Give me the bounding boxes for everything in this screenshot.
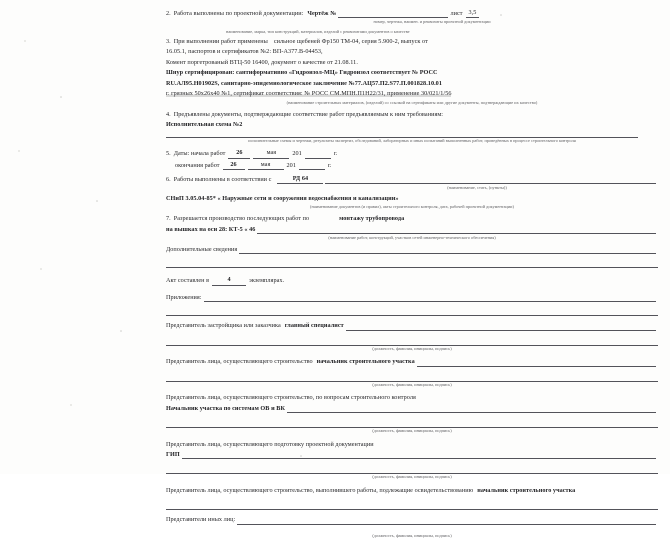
section-6-blank (325, 177, 656, 184)
appendices-label: Приложения: (166, 293, 202, 301)
section-5-text: Даты: начала работ (173, 150, 226, 158)
section-5-month-start: мая (253, 148, 289, 158)
scan-speckle (24, 40, 26, 42)
section-2 (166, 8, 658, 26)
signature-block-others (166, 515, 658, 539)
sig3-role: Начальник участка по системам ОВ и ВК (166, 404, 285, 412)
scan-speckle (60, 96, 62, 98)
sig1-role: главный специалист (284, 322, 344, 330)
section-5-year-start-tail: г. (333, 150, 338, 158)
copies-label: Акт составлен в (166, 277, 210, 285)
document-body (166, 8, 658, 538)
section-7-sub-blank (257, 227, 656, 234)
signature-block-developer (166, 321, 658, 352)
section-6-text: Работы выполнены в соответствии с (173, 175, 272, 183)
sig1-caption: (должность, фамилия, инициалы, подпись) (372, 345, 452, 351)
section-2-number: 2. (166, 10, 171, 17)
section-additional (166, 245, 658, 268)
section-5 (166, 148, 658, 170)
section-2-tail-value: 3,5 (466, 8, 480, 18)
sig3-caption: (должность, фамилия, инициалы, подпись) (372, 428, 452, 434)
scan-speckle (40, 268, 42, 270)
section-3-number: 3. (166, 37, 171, 45)
signature-block-designer (166, 440, 658, 481)
section-6b-text: СНиП 3.05.04-85* « Наружные сети и сооружения водоснабжения и канализации» (166, 194, 399, 202)
section-5-year-end: 201 (286, 161, 296, 169)
copies-tail: экземплярах. (249, 277, 285, 285)
sig5-role: начальник строительного участка (477, 486, 576, 494)
sig3-line (166, 420, 658, 428)
additional-blank (239, 247, 656, 254)
scan-speckle (70, 404, 72, 406)
section-4-number: 4. (166, 110, 171, 118)
section-2-caption: номер, чертежа, наимен. и реквизиты проектной документации (373, 19, 491, 25)
appendices-blank-2 (166, 308, 658, 316)
section-7-right: монтажу трубопровода (339, 215, 405, 223)
additional-label: Дополнительные сведения (166, 246, 238, 254)
section-5-day-end: 26 (223, 160, 245, 170)
section-4 (166, 110, 658, 145)
signature-block-performer (166, 486, 658, 510)
section-6b-caption: (наименование документов (и правил), акты строительного контроля, дата, рабочей проектной документации) (310, 204, 514, 210)
section-appendices (166, 293, 658, 316)
sig1-line (166, 338, 658, 346)
section-5-year-start: 201 (292, 150, 302, 158)
additional-blank-2 (166, 260, 658, 268)
section-2-text: Работа выполнены по проектной документации: (173, 10, 304, 17)
scan-speckle (96, 200, 98, 202)
sig1-blank (346, 324, 656, 331)
sig4-blank (182, 452, 656, 459)
section-5-year-start-blank (305, 158, 331, 159)
section-3-line-2: Комент поргетрованый ВТЦ-50 16400, документ о качестве от 21.08.11. (166, 58, 358, 66)
sig2-caption: (должность, фамилия, инициалы, подпись) (372, 381, 452, 387)
section-3-line-3: Шнур сертифицирован: сантиформативно «Гидроизол-МЦ» Гидроизол соответствует № РОСС (166, 69, 438, 77)
section-4-blank-line (166, 130, 638, 138)
sig6-blank (237, 518, 656, 525)
section-7 (166, 214, 658, 241)
section-2-inline-label: Чертёж № (307, 10, 337, 17)
sig2-title: Представитель лица, осуществляющего строительство (166, 358, 313, 366)
section-3-line-4: RU.АЛ95.H01902S, санитарно-эпидемиологическое заключение №77.АЦ57.П2.S77.П.001828.10.01 (166, 79, 442, 87)
section-4-sub: Исполнительная схема №2 (166, 120, 243, 128)
section-3-line-5: г. грязных 50х26х40 №1, сертификат соответствия: № РОСС СМ.МПН.П1Н22/31, применение 30/021/1/56 (166, 90, 452, 98)
section-copies (166, 275, 658, 285)
scan-speckle (120, 330, 122, 332)
sig1-title: Представитель застройщика или заказчика (166, 322, 281, 330)
sig4-title: Представитель лица, осуществляющего подготовку проектной документации (166, 440, 374, 448)
section-4-caption: исполнительные схемы и чертежи, результаты экспертиз, обследований, лабораторных и иных испытаний выполненных работ, проведённых в процессе строительного контроля (248, 138, 576, 144)
appendices-blank (204, 295, 656, 302)
sig6-title: Представители иных лиц: (166, 516, 236, 524)
section-6-value: РД 64 (277, 174, 323, 184)
section-4-text: Предъявлены документы, подтверждающие соответствие работ предъявляемым к ним требованиям: (173, 110, 444, 118)
section-5-year-end-blank (299, 169, 325, 170)
section-3 (166, 29, 658, 106)
section-6-number: 6. (166, 175, 171, 183)
sig4-role: ГИП (166, 451, 180, 459)
sig2-blank (417, 360, 656, 367)
section-6 (166, 174, 658, 211)
section-3-right-text: сильное щебеней Фр150 ТМ-04, серия 5.900-2, выпуск от (273, 37, 428, 45)
sig2-line (166, 374, 658, 382)
signature-block-control (166, 393, 658, 434)
section-3-caption: наименование, марка, тип конструкций, материалов, изделий с реквизитами документов о качестве (226, 29, 410, 35)
section-5-year-end-tail: г. (327, 161, 332, 169)
section-3-text: При выполнении работ применены (173, 37, 268, 45)
section-6-caption: (наименование, стать, (пункты)) (447, 185, 507, 191)
sig3-blank (287, 406, 656, 413)
section-5-month-end: мая (248, 160, 284, 170)
section-5-day-start: 26 (228, 148, 250, 158)
sig2-role: начальник строительного участка (316, 358, 415, 366)
sig5-line (166, 502, 658, 510)
section-2-blank (338, 11, 448, 18)
section-5-number: 5. (166, 150, 171, 158)
section-7-sub: на вышках на оси 28: КТ-5 « 46 (166, 225, 256, 233)
sig5-title: Представитель лица, осуществляющего строительство, выполнившего работы, подлежащие освидетельствованию (166, 486, 474, 494)
section-7-caption: (наименование работ, конструкций, участков сетей инженерно-технического обеспечения) (328, 235, 496, 241)
section-5-text-2: окончания работ (175, 161, 220, 169)
section-2-tail-label: лист (450, 10, 463, 17)
signature-block-builder (166, 357, 658, 388)
section-7-text: Разрешается производство последующих работ по (173, 215, 310, 223)
sig6-caption: (должность, фамилия, инициалы, подпись) (372, 532, 452, 538)
section-3-line-6-caption: (наименование строительных материалов, (изделий) со ссылкой на сертификаты или другие документы, подтверждающие их качество) (286, 99, 538, 105)
scan-speckle (18, 150, 20, 152)
section-3-line-1: 16.05.1, паспортов и сертификатов №2: ВП-А377.В-04453, (166, 48, 323, 56)
sig4-caption: (должность, фамилия, инициалы, подпись) (372, 474, 452, 480)
section-7-number: 7. (166, 215, 171, 223)
sig4-line (166, 466, 658, 474)
copies-value: 4 (212, 275, 246, 285)
sig3-title: Представитель лица, осуществляющего строительство, по вопросам строительного контроля (166, 394, 416, 402)
